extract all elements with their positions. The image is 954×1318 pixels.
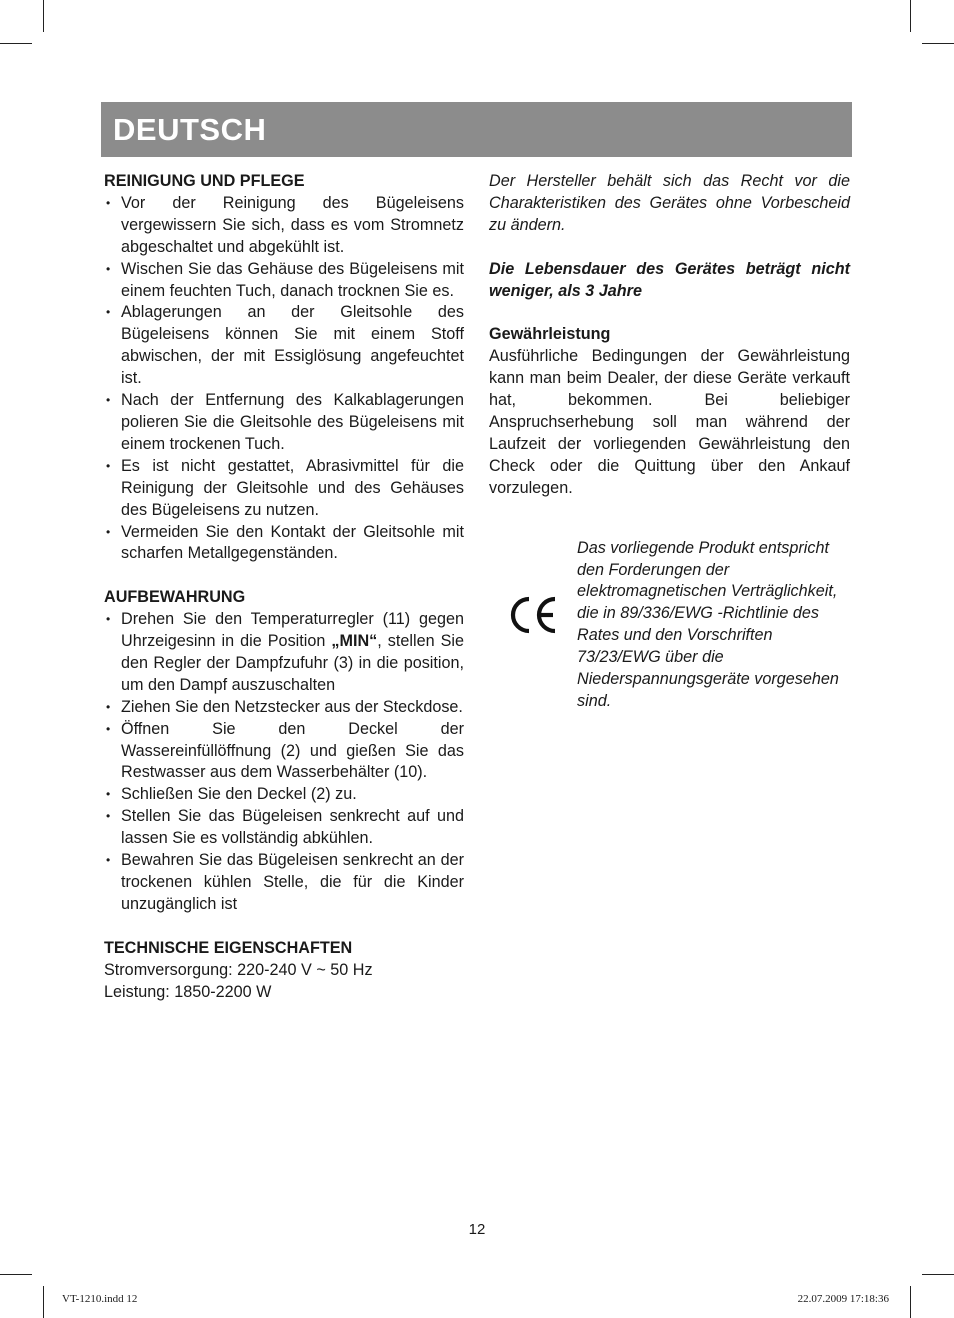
list-item: • Ziehen Sie den Netzstecker aus der Steckdose. xyxy=(104,697,464,719)
min-position-label: „MIN“ xyxy=(331,632,378,651)
cleaning-section xyxy=(104,171,464,565)
storage-title: AUFBEWAHRUNG xyxy=(104,588,246,607)
crop-mark xyxy=(43,0,44,32)
specs-section xyxy=(104,938,464,1004)
list-item: • Wischen Sie das Gehäuse des Bügeleisens mit einem feuchten Tuch, danach trocknen Sie es. xyxy=(104,259,464,303)
left-column xyxy=(104,171,464,1003)
crop-mark xyxy=(922,43,954,44)
list-item: • Vermeiden Sie den Kontakt der Gleitsohle mit scharfen Metallgegenständen. xyxy=(104,522,464,566)
warranty-text: Ausführliche Bedingungen der Gewährleistung kann man beim Dealer, der diese Geräte verkauft hat, bekommen. Bei beliebiger Anspruchserhebung soll man während der Laufzeit der vorliegenden Gewährleistung den Check oder die Quittung über den Ankauf vorzulegen. xyxy=(489,347,850,497)
footer-file: VT-1210.indd 12 xyxy=(62,1293,138,1305)
language-title: DEUTSCH xyxy=(113,111,267,147)
list-item: • Vor der Reinigung des Bügeleisens vergewissern Sie sich, dass es vom Stromnetz abgeschaltet und abgekühlt ist. xyxy=(104,193,464,259)
warranty-title: Gewährleistung xyxy=(489,325,611,344)
list-item: • Schließen Sie den Deckel (2) zu. xyxy=(104,784,464,806)
crop-mark xyxy=(910,0,911,32)
list-item: • Nach der Entfernung des Kalkablagerungen polieren Sie die Gleitsohle des Bügeleisens mit einem trockenen Tuch. xyxy=(104,390,464,456)
lifetime-text: Die Lebensdauer des Gerätes beträgt nicht weniger, als 3 Jahre xyxy=(489,259,850,300)
cleaning-list xyxy=(104,193,464,565)
ce-compliance-text: Das vorliegende Produkt entspricht den Forderungen der elektromagnetischen Verträglichkeit, die in 89/336/EWG -Richtlinie des Rates und den Vorschriften 73/23/EWG über die Niederspannungsgeräte vorgesehen sind. xyxy=(577,538,839,710)
list-item: • Bewahren Sie das Bügeleisen senkrecht an der trockenen kühlen Stelle, die für die Kinder unzugänglich ist xyxy=(104,850,464,916)
footer-timestamp: 22.07.2009 17:18:36 xyxy=(797,1293,889,1305)
list-item: • Drehen Sie den Temperaturregler (11) gegen Uhrzeigesinn in die Position „MIN“, stellen Sie den Regler der Dampfzufuhr (3) in die position, um den Dampf auszuschalten xyxy=(104,609,464,697)
list-item: • Stellen Sie das Bügeleisen senkrecht auf und lassen Sie es vollständig abkühlen. xyxy=(104,806,464,850)
right-column xyxy=(489,171,850,721)
power-text: Leistung: 1850-2200 W xyxy=(104,982,272,1001)
crop-mark xyxy=(43,1286,44,1318)
list-item: • Öffnen Sie den Deckel der Wassereinfüllöffnung (2) und gießen Sie das Restwasser aus dem Wasserbehälter (10). xyxy=(104,719,464,785)
crop-mark xyxy=(910,1286,911,1318)
cleaning-title: REINIGUNG UND PFLEGE xyxy=(104,172,305,190)
power-supply-text: Stromversorgung: 220-240 V ~ 50 Hz xyxy=(104,960,373,979)
ce-mark-icon xyxy=(507,593,559,637)
page-number: 12 xyxy=(468,1221,486,1238)
storage-list xyxy=(104,609,464,916)
disclaimer-text: Der Hersteller behält sich das Recht vor die Charakteristiken des Gerätes ohne Vorbescheid zu ändern. xyxy=(489,172,850,234)
language-banner xyxy=(101,102,852,157)
storage-section xyxy=(104,587,464,916)
crop-mark xyxy=(922,1274,954,1275)
crop-mark xyxy=(0,43,32,44)
list-item: • Ablagerungen an der Gleitsohle des Bügeleisens können Sie mit einem Stoff abwischen, der mit Essiglösung angefeuchtet ist. xyxy=(104,302,464,390)
crop-mark xyxy=(0,1274,32,1275)
list-item: • Es ist nicht gestattet, Abrasivmittel für die Reinigung der Gleitsohle und des Gehäuses des Bügeleisens zu nutzen. xyxy=(104,456,464,522)
specs-title: TECHNISCHE EIGENSCHAFTEN xyxy=(104,938,353,957)
ce-block xyxy=(489,521,850,721)
